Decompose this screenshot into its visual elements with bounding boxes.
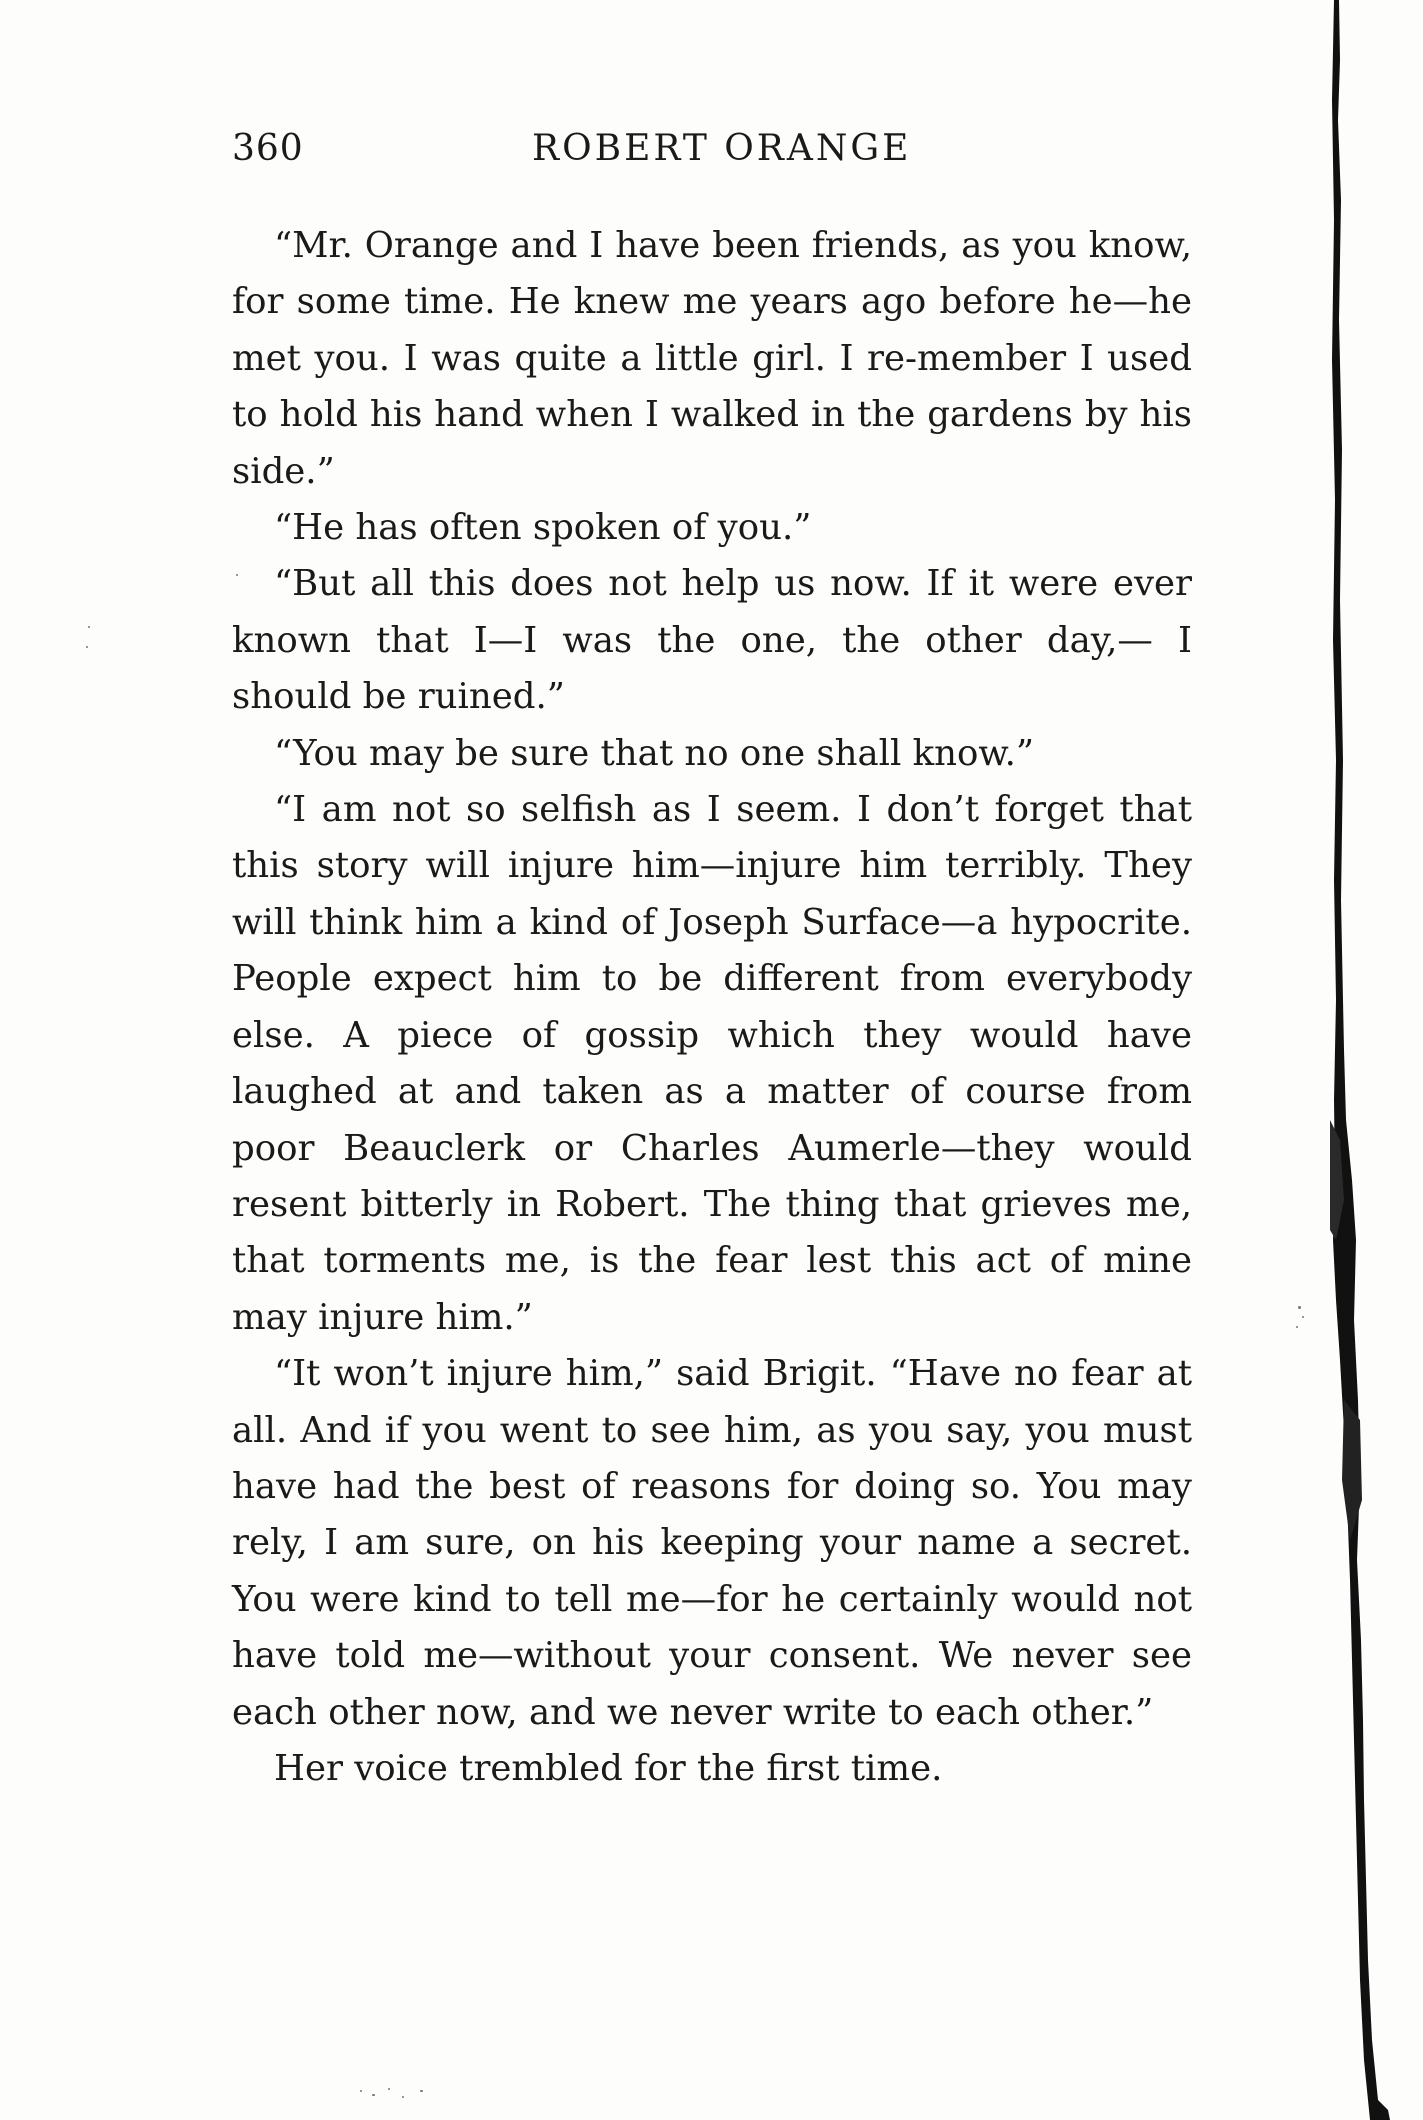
scan-speck <box>388 2088 390 2090</box>
scan-edge-shadow <box>1330 0 1423 2120</box>
scan-speck <box>1298 1306 1301 1309</box>
paragraph: “I am not so selfish as I seem. I don’t forget that this story will injure him—injure him terribly. They will think him a kind of Joseph Surface—a hypocrite. People expect him to be different from everybody else. A piece of gossip which they would have laughed at and taken as a matter of course from poor Beauclerk or Charles Aumerle—they would resent bitterly in Robert. The thing that grieves me, that torments me, is the fear lest this act of mine may injure him.” <box>232 789 1192 1338</box>
scan-speck <box>402 2096 404 2098</box>
scan-speck <box>88 626 90 628</box>
scan-speck <box>372 2094 375 2096</box>
scan-speck <box>360 2090 362 2092</box>
body-text <box>232 218 1192 1797</box>
scan-speck <box>236 574 238 576</box>
paragraph: “But all this does not help us now. If it were ever known that I—I was the one, the other day,— I should be ruined.” <box>232 563 1192 718</box>
running-title: ROBERT ORANGE <box>532 128 912 169</box>
scan-speck <box>86 646 88 648</box>
scan-speck <box>1296 1326 1298 1328</box>
paragraph: Her voice trembled for the first time. <box>274 1747 943 1789</box>
paragraph: “Mr. Orange and I have been friends, as you know, for some time. He knew me years ago before he—he met you. I was quite a little girl. I re-member I used to hold his hand when I walked in the gardens by his side.” <box>232 225 1192 492</box>
paragraph: “It won’t injure him,” said Brigit. “Have no fear at all. And if you went to see him, as you say, you must have had the best of reasons for doing so. You may rely, I am sure, on his keeping your name a secret. You were kind to tell me—for he certainly would not have told me—without your consent. We never see each other now, and we never write to each other.” <box>232 1353 1192 1733</box>
paragraph: “He has often spoken of you.” <box>274 507 812 549</box>
scan-speck <box>1302 1316 1304 1318</box>
page-number: 360 <box>232 128 304 169</box>
scan-speck <box>420 2090 423 2092</box>
page-header <box>232 128 1192 178</box>
paragraph: “You may be sure that no one shall know.” <box>274 732 1035 774</box>
